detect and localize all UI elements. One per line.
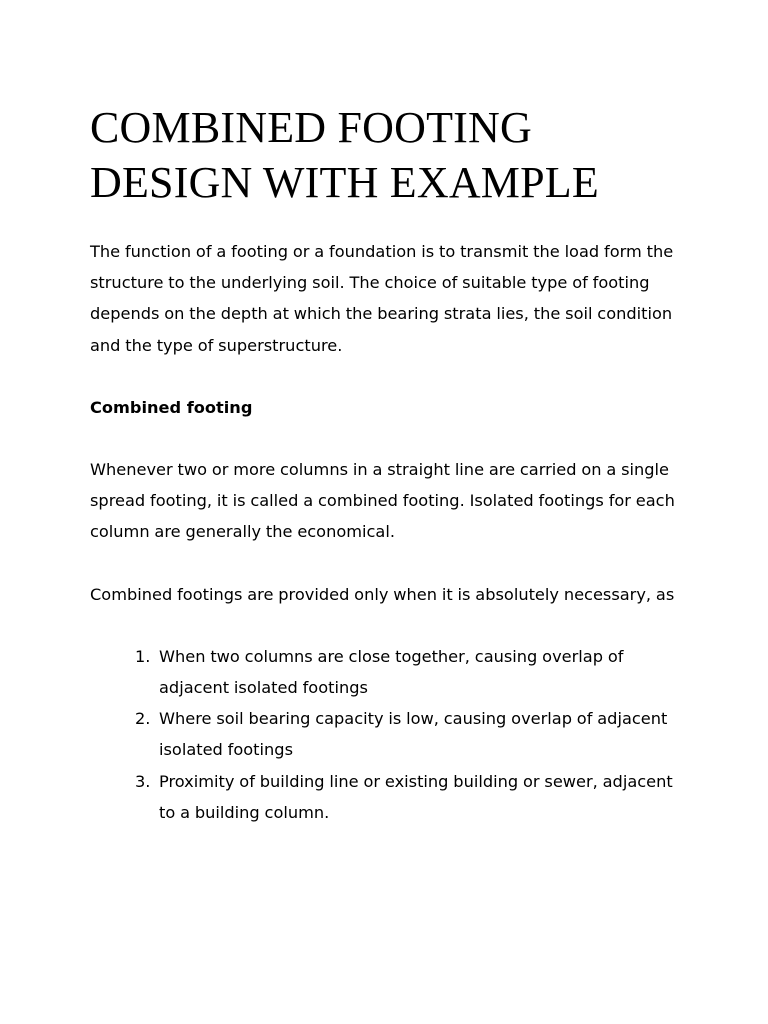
list-item [90,703,675,765]
document-body [90,100,675,828]
list-item-number: 1. [135,646,151,666]
document-title: COMBINED FOOTING DESIGN WITH EXAMPLE [90,103,599,207]
list-item [90,641,675,703]
list-item-number: 2. [135,709,151,729]
conditions-list [90,641,675,828]
list-item [90,766,675,828]
intro-paragraph: The function of a footing or a foundation is to transmit the load form the structure to the underlying soil. The choice of suitable type of footing depends on the depth at which the bearing strata lies, the soil condition and the type of superstructure. [90,242,674,355]
definition-paragraph: Whenever two or more columns in a straight line are carried on a single spread footing, it is called a combined footing. Isolated footings for each column are generally the economical. [90,460,675,542]
list-item-text: Proximity of building line or existing building or sewer, adjacent to a building column. [159,771,673,822]
list-item-text: Where soil bearing capacity is low, causing overlap of adjacent isolated footings [159,709,668,760]
conditions-intro-paragraph: Combined footings are provided only when it is absolutely necessary, as [90,584,675,604]
list-item-number: 3. [135,771,151,791]
list-item-text: When two columns are close together, causing overlap of adjacent isolated footings [159,646,624,698]
section-heading: Combined footing [90,397,253,417]
